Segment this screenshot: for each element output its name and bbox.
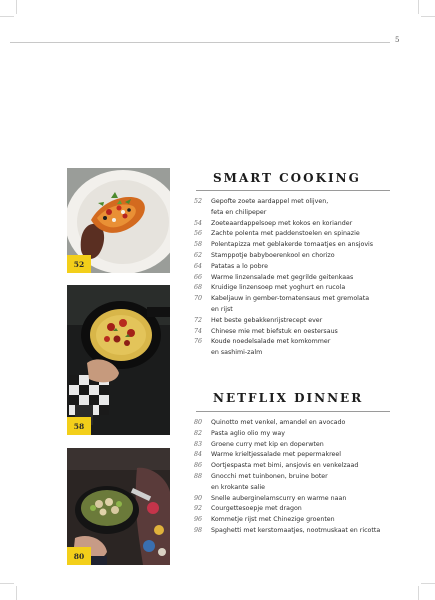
toc-page-number: 82 bbox=[194, 429, 203, 437]
toc-entry bbox=[194, 262, 394, 273]
page-badge: 52 bbox=[67, 255, 91, 273]
toc-page-number: 68 bbox=[194, 284, 203, 292]
toc-recipe-title: Courgettesoepje met dragon bbox=[211, 505, 302, 513]
toc-recipe-title: en krokante salie bbox=[211, 483, 266, 491]
toc-entry bbox=[194, 305, 394, 316]
page-badge: 80 bbox=[67, 547, 91, 565]
toc-recipe-title: Koude noedelsalade met komkommer bbox=[211, 338, 331, 346]
toc-entry bbox=[194, 504, 394, 515]
header-rule bbox=[10, 42, 390, 43]
toc-page-number: 90 bbox=[194, 494, 203, 502]
toc-entry bbox=[194, 337, 394, 348]
toc-recipe-title: Snelle auberginelamscurry en warme naan bbox=[211, 494, 347, 502]
toc-page-number: 66 bbox=[194, 273, 203, 281]
crop-mark bbox=[418, 0, 419, 14]
section-title-smart-cooking: SMART COOKING bbox=[213, 171, 361, 185]
section-rule bbox=[196, 190, 390, 191]
toc-entry bbox=[194, 461, 394, 472]
section-title-netflix-dinner: NETFLIX DINNER bbox=[213, 391, 364, 405]
toc-page-number: 86 bbox=[194, 462, 203, 470]
toc-page-number bbox=[194, 208, 211, 219]
toc-entry bbox=[194, 240, 394, 251]
toc-entry bbox=[194, 294, 394, 305]
page-number: 5 bbox=[395, 36, 400, 44]
toc-recipe-title: Kruidige linzensoep met yoghurt en rucola bbox=[211, 284, 346, 292]
toc-page-number: 98 bbox=[194, 526, 203, 534]
toc-entry bbox=[194, 418, 394, 429]
photo-sweet-potato bbox=[67, 168, 170, 273]
toc-recipe-title: Stamppotje babyboerenkool en chorizo bbox=[211, 251, 335, 259]
toc-page-number bbox=[194, 348, 211, 359]
toc-page-number: 70 bbox=[194, 295, 203, 303]
toc-entry bbox=[194, 494, 394, 505]
toc-recipe-title: Zoeteaardappelsoep met kokos en koriander bbox=[211, 219, 353, 227]
toc-entry bbox=[194, 219, 394, 230]
toc-page-number bbox=[194, 305, 211, 316]
toc-page-number bbox=[194, 483, 211, 494]
page-badge: 58 bbox=[67, 417, 91, 435]
toc-entry bbox=[194, 472, 394, 483]
toc-page-number: 92 bbox=[194, 505, 203, 513]
toc-recipe-title: Zachte polenta met paddenstoelen en spinazie bbox=[211, 230, 360, 238]
toc-page-number: 88 bbox=[194, 472, 203, 480]
crop-mark bbox=[421, 583, 435, 584]
toc-page-number: 76 bbox=[194, 338, 203, 346]
polenta-pizza-image bbox=[67, 285, 170, 435]
toc-entry bbox=[194, 229, 394, 240]
toc-entry bbox=[194, 283, 394, 294]
toc-recipe-title: Oortjespasta met bimi, ansjovis en venkelzaad bbox=[211, 462, 359, 470]
toc-recipe-title: Warme linzensalade met gegrilde geitenkaas bbox=[211, 273, 354, 281]
toc-page-number: 72 bbox=[194, 316, 203, 324]
toc-recipe-title: en sashimi-zalm bbox=[211, 349, 263, 357]
toc-page-number: 56 bbox=[194, 230, 203, 238]
toc-entry bbox=[194, 348, 394, 359]
toc-page-number: 54 bbox=[194, 219, 203, 227]
photo-gnocchi-bowl bbox=[67, 448, 170, 565]
crop-mark bbox=[0, 583, 14, 584]
toc-page-number: 64 bbox=[194, 262, 203, 270]
photo-polenta-pizza bbox=[67, 285, 170, 435]
toc-entry bbox=[194, 316, 394, 327]
section-rule bbox=[196, 411, 390, 412]
toc-list-netflix-dinner bbox=[194, 418, 394, 537]
toc-page-number: 80 bbox=[194, 419, 203, 426]
crop-mark bbox=[418, 586, 419, 600]
toc-recipe-title: Quinotto met venkel, amandel en avocado bbox=[211, 419, 346, 426]
toc-page-number: 74 bbox=[194, 327, 203, 335]
toc-recipe-title: Gepofte zoete aardappel met olijven, bbox=[211, 198, 329, 205]
toc-recipe-title: Pasta aglio olio my way bbox=[211, 429, 285, 437]
toc-entry bbox=[194, 440, 394, 451]
toc-recipe-title: Polentapizza met geblakerde tomaatjes en ansjovis bbox=[211, 241, 374, 249]
toc-recipe-title: Warme krieltjessalade met pepermakreel bbox=[211, 451, 342, 459]
toc-page-number: 83 bbox=[194, 440, 203, 448]
toc-page-number: 62 bbox=[194, 251, 203, 259]
toc-recipe-title: Gnocchi met tuinbonen, bruine boter bbox=[211, 472, 328, 480]
toc-page-number: 58 bbox=[194, 241, 203, 249]
toc-recipe-title: Groene curry met kip en doperwten bbox=[211, 440, 324, 448]
toc-entry bbox=[194, 429, 394, 440]
toc-entry bbox=[194, 450, 394, 461]
toc-recipe-title: Het beste gebakkenrijstrecept ever bbox=[211, 316, 323, 324]
toc-recipe-title: Kabeljauw in gember-tomatensaus met gremolata bbox=[211, 295, 370, 303]
crop-mark bbox=[16, 0, 17, 14]
toc-entry bbox=[194, 208, 394, 219]
toc-entry bbox=[194, 251, 394, 262]
toc-page-number: 84 bbox=[194, 451, 203, 459]
toc-page-number: 52 bbox=[194, 198, 203, 205]
toc-entry bbox=[194, 483, 394, 494]
toc-entry bbox=[194, 526, 394, 537]
toc-entry bbox=[194, 327, 394, 338]
crop-mark bbox=[421, 16, 435, 17]
toc-page-number: 96 bbox=[194, 516, 203, 524]
toc-list-smart-cooking bbox=[194, 197, 394, 359]
toc-recipe-title: Chinese mie met biefstuk en oestersaus bbox=[211, 327, 338, 335]
toc-recipe-title: en rijst bbox=[211, 305, 233, 313]
toc-entry bbox=[194, 197, 394, 208]
toc-recipe-title: Spaghetti met kerstomaatjes, nootmuskaat en ricotta bbox=[211, 526, 381, 534]
toc-entry bbox=[194, 515, 394, 526]
toc-recipe-title: feta en chilipeper bbox=[211, 208, 267, 216]
crop-mark bbox=[16, 586, 17, 600]
crop-mark bbox=[0, 16, 14, 17]
toc-entry bbox=[194, 273, 394, 284]
toc-recipe-title: Kommetje rijst met Chinezige groenten bbox=[211, 516, 335, 524]
toc-recipe-title: Patatas a lo pobre bbox=[211, 262, 268, 270]
